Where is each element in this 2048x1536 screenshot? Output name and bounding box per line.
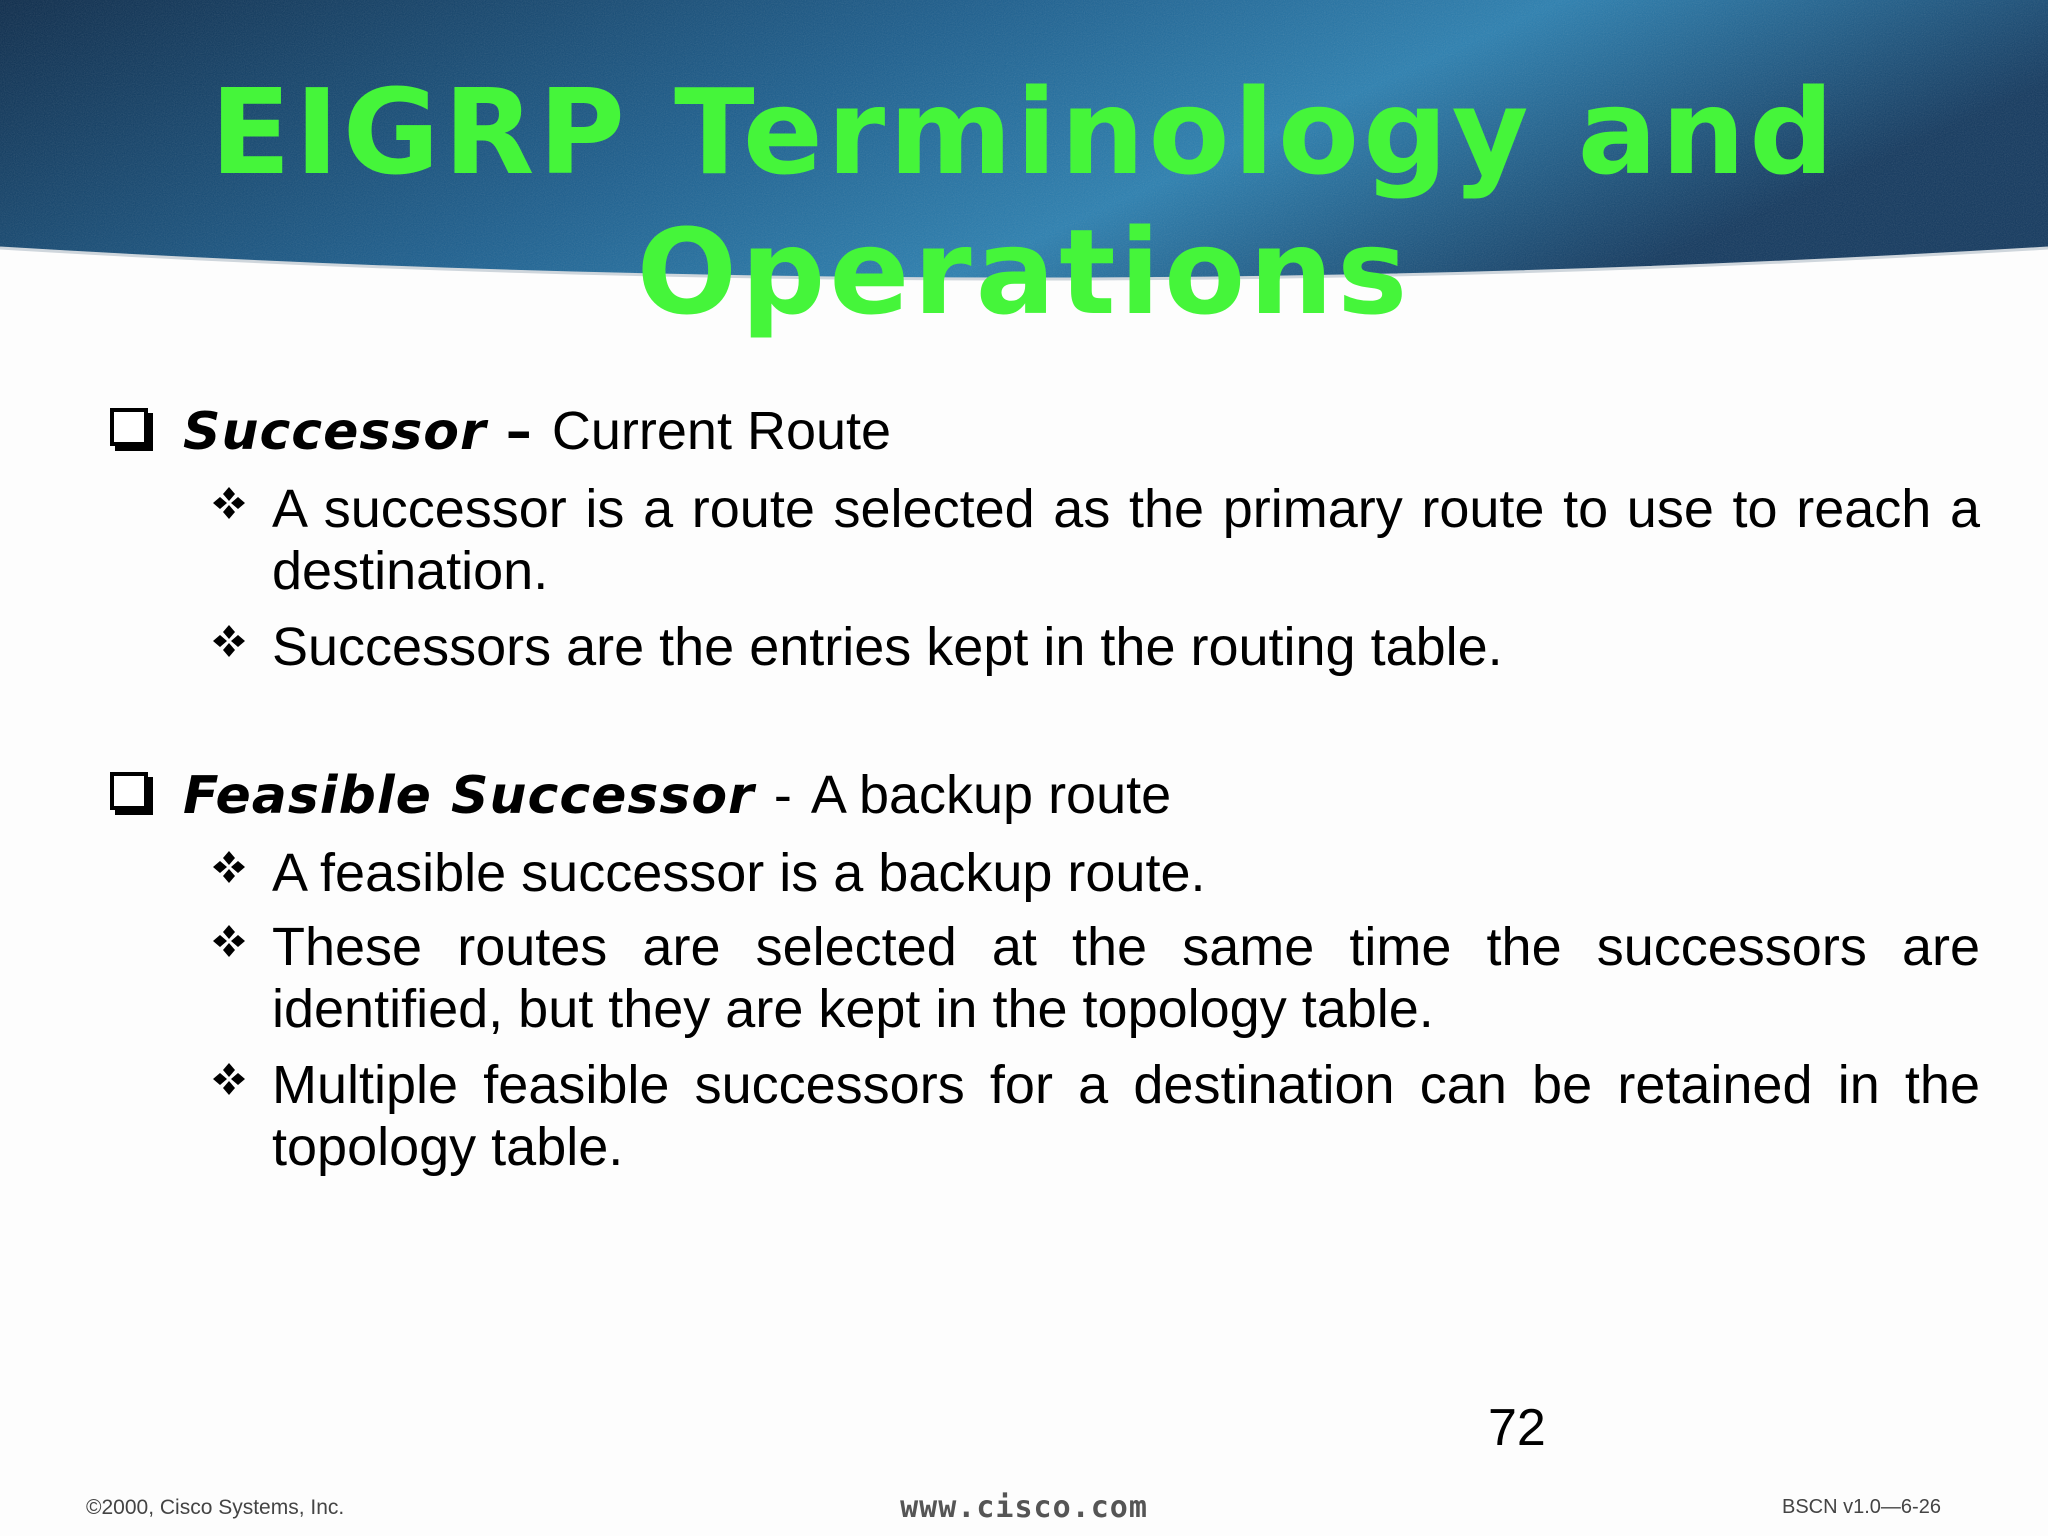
bullet-item: These routes are selected at the same time the successors are identified, but they are kept in the topology table.: [272, 917, 1980, 1039]
bullet-item: A successor is a route selected as the primary route to use to reach a destination.: [272, 479, 1980, 601]
term-label: Feasible Successor: [183, 766, 755, 826]
term-separator: -: [773, 765, 792, 825]
term-description: Current Route: [551, 401, 892, 461]
term-description: A backup route: [810, 765, 1172, 825]
checkbox-icon: [110, 408, 148, 446]
four-diamond-icon: [212, 624, 246, 658]
footer-course-code: BSCN v1.0—6-26: [1782, 1496, 1941, 1518]
bullet-item: Multiple feasible successors for a destination can be retained in the topology table.: [272, 1055, 1980, 1177]
page-number: 72: [1488, 1399, 1546, 1457]
four-diamond-icon: [212, 850, 246, 884]
bullet-item: A feasible successor is a backup route.: [272, 843, 1206, 903]
term-separator: –: [505, 402, 533, 462]
footer-copyright: ©2000, Cisco Systems, Inc.: [86, 1496, 345, 1519]
term-label: Successor: [183, 402, 487, 462]
section-heading-feasible-successor: [183, 764, 1171, 826]
four-diamond-icon: [212, 924, 246, 958]
title-line-2: Operations: [636, 203, 1412, 341]
four-diamond-icon: [212, 486, 246, 520]
four-diamond-icon: [212, 1062, 246, 1096]
section-heading-successor: [183, 400, 891, 462]
checkbox-icon: [110, 772, 148, 810]
footer-website: www.cisco.com: [900, 1490, 1148, 1525]
bullet-item: Successors are the entries kept in the routing table.: [272, 617, 1503, 677]
title-line-1: EIGRP Terminology and: [210, 63, 1838, 201]
